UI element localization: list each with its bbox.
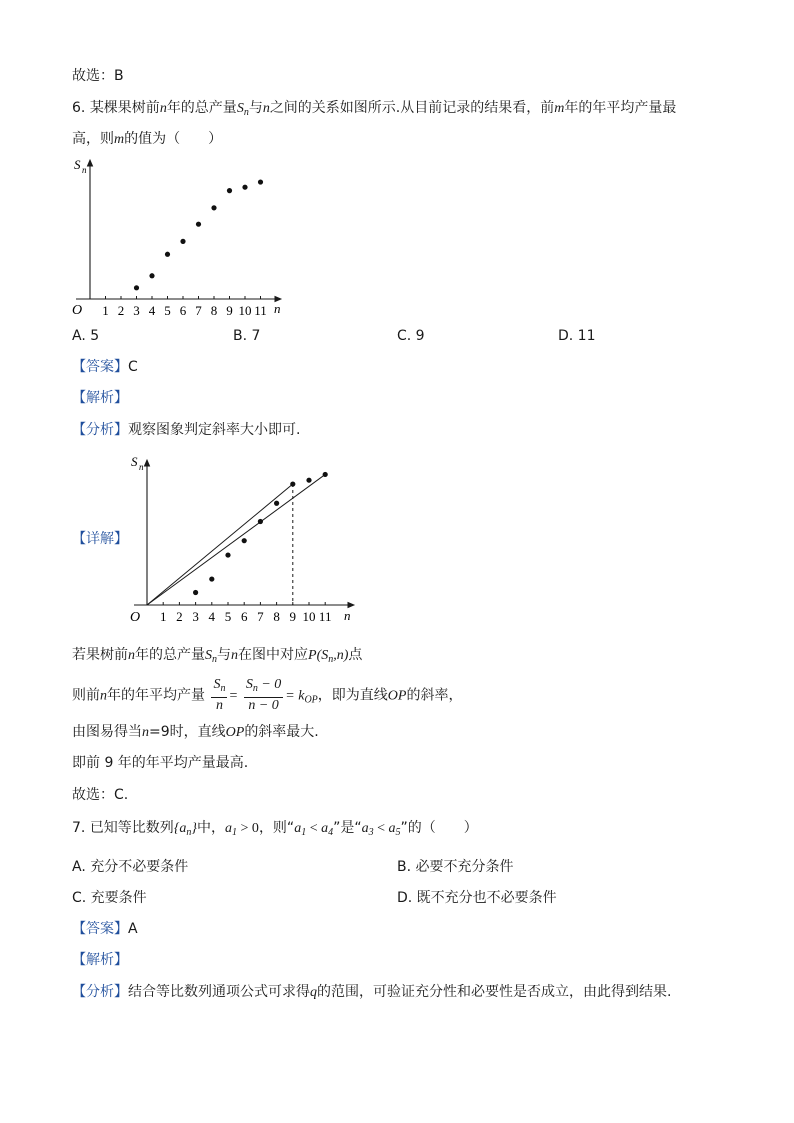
answer-tag: 【答案】 — [72, 921, 128, 937]
q6-detail-chart — [126, 450, 362, 628]
x-tick-label: 6 — [240, 609, 248, 624]
fenxi-text: 结合等比数列通项公式可求得 — [128, 984, 310, 1000]
origin-label: O — [130, 610, 141, 625]
x-tick-label: 2 — [176, 609, 183, 624]
q6-fenxi — [72, 420, 300, 440]
sub: 3 — [368, 827, 374, 838]
var-n: n — [231, 648, 238, 663]
var-S: S — [205, 648, 212, 663]
var-OP: OP — [225, 725, 245, 740]
q7-option-b[interactable]: B. 必要不充分条件 — [397, 859, 514, 875]
q7-stem-text: 中， — [197, 820, 226, 836]
var-q: q — [310, 985, 317, 1000]
x-tick-label: 5 — [224, 609, 232, 624]
q6-stem-line1 — [72, 98, 676, 123]
var-n: n — [100, 688, 107, 704]
sub-n: n — [220, 683, 226, 694]
sub: 1 — [301, 827, 307, 838]
var-P: P — [308, 648, 317, 663]
q6-stem-text: 的值为（ ） — [124, 131, 223, 147]
point-expr: (S — [316, 648, 329, 663]
fenxi-text: 的范围，可验证充分性和必要性是否成立，由此得到结果. — [317, 984, 672, 1000]
sub-n: n — [328, 654, 334, 665]
q6-stem-text: 与 — [248, 100, 263, 116]
x-tick-label: 8 — [273, 609, 280, 624]
answer-value: A — [128, 921, 138, 937]
detail-text: 在图中对应 — [238, 647, 308, 663]
detail-text: 与 — [217, 647, 231, 663]
x-tick-label: 9 — [289, 609, 297, 624]
data-point — [193, 590, 198, 595]
var-m: m — [114, 132, 125, 147]
detail-text: 则前 — [72, 687, 100, 704]
data-point — [196, 222, 201, 227]
q6-stem-text: 之间的关系如图所示.从目前记录的结果看，前 — [269, 100, 555, 116]
ray-from-origin — [147, 484, 293, 605]
x-tick-label: 10 — [238, 303, 252, 318]
x-axis-label: n — [274, 301, 281, 316]
q6-detail-line5: 故选：C. — [72, 787, 129, 803]
detail-text: =9时，直线 — [149, 724, 226, 740]
var-OP: OP — [387, 688, 407, 704]
x-axis-label: n — [344, 608, 351, 623]
x-tick-label: 2 — [117, 303, 125, 318]
q6-detail-line1 — [72, 645, 362, 670]
fenxi-tag: 【分析】 — [72, 984, 128, 1000]
y-axis-label-sub: n — [82, 165, 87, 175]
q6-option-d[interactable]: D. 11 — [558, 328, 596, 344]
x-tick-label: 11 — [254, 303, 267, 318]
frac-num-tail: − 0 — [257, 677, 282, 692]
sub-n: n — [243, 107, 249, 118]
slope-k-sub: OP — [304, 694, 318, 706]
var-a1: a — [225, 821, 233, 836]
x-tick-label: 3 — [192, 609, 199, 624]
sub-n: n — [212, 654, 217, 665]
equals: = — [229, 688, 238, 704]
x-tick-label: 4 — [208, 609, 216, 624]
var-a: a — [294, 821, 302, 836]
q7-fenxi — [72, 982, 671, 1003]
x-tick-label: 5 — [164, 303, 171, 318]
frac-den: n — [215, 698, 223, 713]
data-point — [209, 576, 214, 581]
point-expr: ,n) — [333, 648, 349, 663]
detail-text: ，即为直线 — [317, 687, 388, 704]
x-tick-label: 10 — [302, 609, 316, 624]
var-n: n — [262, 101, 270, 116]
data-point — [180, 239, 185, 244]
seq-sub: n — [186, 827, 192, 838]
y-axis-label: S — [131, 454, 138, 469]
q6-detail-tag: 【详解】 — [72, 531, 128, 547]
x-tick-label: 4 — [148, 303, 156, 318]
q7-analysis-tag: 【解析】 — [72, 952, 128, 968]
sub-1: 1 — [232, 827, 238, 838]
x-tick-label: 1 — [102, 303, 109, 318]
detail-text: 点 — [348, 647, 363, 663]
seq-expr-end: } — [191, 821, 198, 836]
gt-zero: > 0 — [237, 821, 259, 836]
var-a: a — [321, 821, 329, 836]
q7-number: 7. — [72, 820, 86, 836]
fenxi-text: 观察图象判定斜率大小即可. — [128, 422, 301, 438]
q6-number: 6. — [72, 100, 86, 116]
q6-answer — [72, 357, 138, 377]
x-tick-label: 7 — [257, 609, 264, 624]
data-point — [227, 188, 232, 193]
data-point — [258, 519, 263, 524]
y-axis-label-sub: n — [139, 462, 144, 472]
q6-stem-text: 年的年平均产量最 — [564, 100, 677, 116]
var-n: n — [128, 648, 135, 663]
frac-den: n − 0 — [248, 698, 279, 713]
data-point — [306, 478, 311, 483]
detail-text: 的斜率， — [406, 687, 463, 704]
fenxi-tag: 【分析】 — [72, 422, 128, 438]
q6-scatter-chart — [66, 155, 296, 320]
q5-answer-line: 故选：B — [72, 68, 124, 84]
q7-stem-text: ”的（ ） — [400, 820, 478, 836]
data-point — [225, 552, 230, 557]
frac-num: S — [245, 677, 253, 692]
x-tick-label: 8 — [210, 303, 218, 318]
answer-tag: 【答案】 — [72, 359, 128, 375]
data-point — [242, 538, 247, 543]
detail-text: 年的总产量 — [135, 647, 205, 663]
detail-text: 年的年平均产量 — [107, 687, 205, 704]
detail-text: 若果树前 — [72, 647, 128, 663]
x-tick-label: 11 — [318, 609, 332, 624]
q7-option-c[interactable]: C. 充要条件 — [72, 890, 147, 906]
seq-expr: {a — [173, 821, 187, 836]
sub: 5 — [395, 827, 401, 838]
q6-stem-text: 高，则 — [72, 131, 114, 147]
fraction-sn-over-n — [211, 677, 227, 714]
q6-stem-text: 某棵果树前 — [89, 100, 160, 116]
q6-detail-line2 — [72, 677, 462, 713]
origin-label: O — [72, 303, 83, 318]
q7-stem-text: ，则“ — [258, 820, 295, 836]
x-tick-label: 6 — [179, 303, 187, 318]
q7-stem-text: ”是“ — [333, 820, 362, 836]
data-point — [134, 285, 139, 290]
data-point — [258, 179, 263, 184]
q6-option-c[interactable]: C. 9 — [397, 328, 425, 344]
x-tick-label: 9 — [226, 303, 233, 318]
data-point — [211, 205, 216, 210]
ray-from-origin — [147, 474, 325, 605]
q6-detail-line3 — [72, 722, 319, 743]
q6-detail-line4: 即前 9 年的年平均产量最高. — [72, 755, 249, 771]
q6-option-a[interactable]: A. 5 — [72, 328, 100, 344]
var-S: S — [236, 101, 244, 116]
var-n: n — [142, 725, 149, 740]
q7-stem — [72, 818, 478, 843]
data-point — [165, 252, 170, 257]
detail-text: 由图易得当 — [72, 724, 142, 740]
q7-option-a[interactable]: A. 充分不必要条件 — [72, 859, 189, 875]
data-point — [242, 185, 247, 190]
var-a: a — [361, 821, 369, 836]
var-a: a — [388, 821, 396, 836]
q7-stem-text: 已知等比数列 — [89, 820, 174, 836]
slope-k: = k — [285, 688, 305, 704]
fraction-diff — [244, 677, 283, 714]
data-point — [290, 481, 295, 486]
answer-value: C — [128, 359, 138, 375]
q7-option-d[interactable]: D. 既不充分也不必要条件 — [397, 890, 557, 906]
var-n: n — [159, 101, 167, 116]
data-point — [149, 273, 154, 278]
q6-stem-line2 — [72, 129, 222, 150]
detail-text: 的斜率最大. — [244, 724, 319, 740]
lt: < — [373, 821, 389, 836]
sub: 4 — [328, 827, 334, 838]
q7-answer — [72, 919, 138, 939]
sub-n: n — [252, 683, 258, 694]
q6-analysis-tag: 【解析】 — [72, 390, 128, 406]
lt: < — [306, 821, 322, 836]
x-tick-label: 3 — [133, 303, 140, 318]
q6-option-b[interactable]: B. 7 — [233, 328, 261, 344]
data-point — [274, 501, 279, 506]
q6-stem-text: 年的总产量 — [166, 100, 237, 116]
y-axis-label: S — [74, 157, 81, 172]
frac-num: S — [213, 677, 221, 692]
x-tick-label: 1 — [159, 609, 167, 624]
var-m: m — [554, 101, 565, 116]
x-tick-label: 7 — [195, 303, 202, 318]
data-point — [323, 472, 328, 477]
